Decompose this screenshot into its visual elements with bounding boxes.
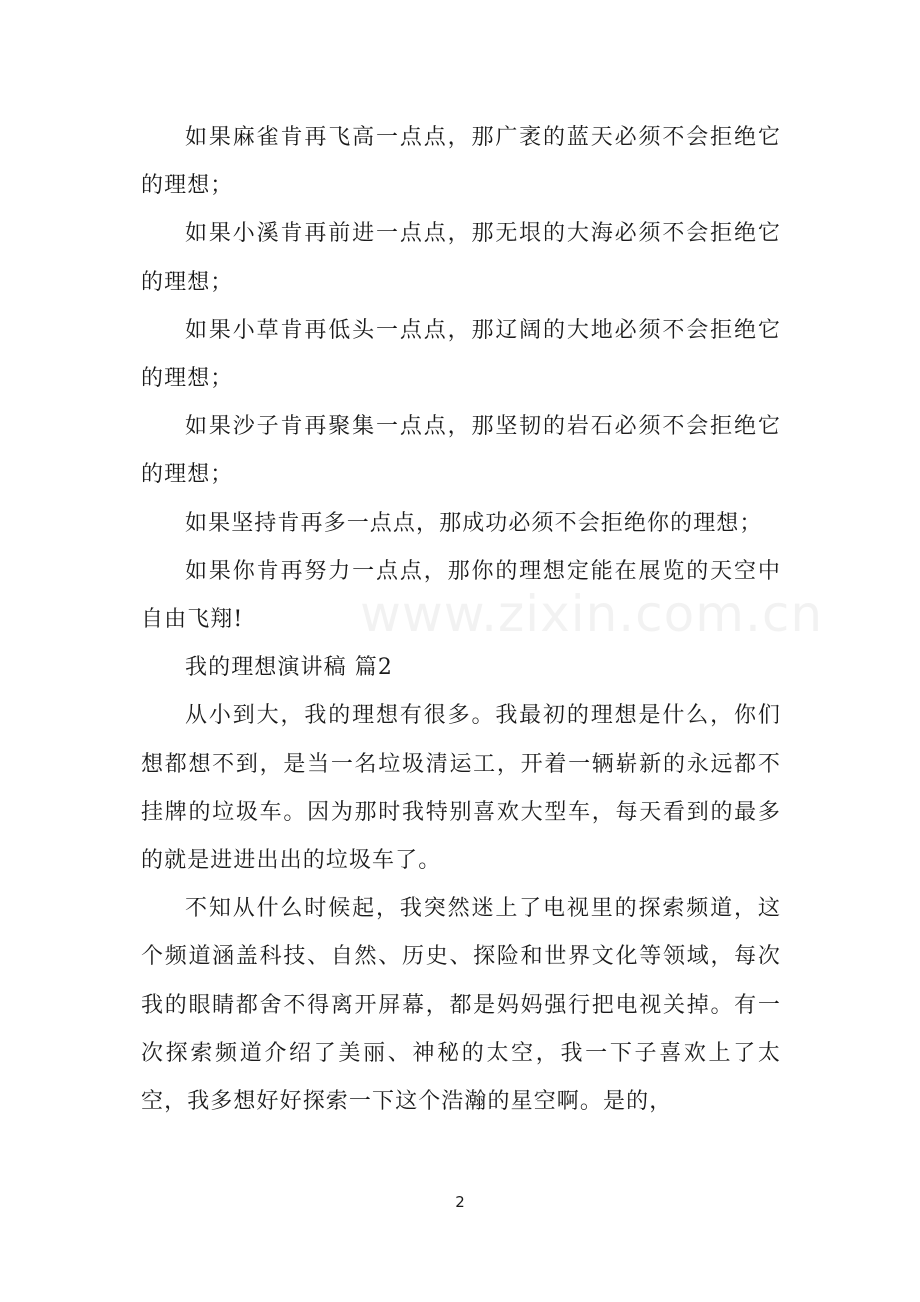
paragraph-grass: 如果小草肯再低头一点点，那辽阔的大地必须不会拒绝它的理想； (141, 317, 781, 392)
paragraph-childhood-dream: 从小到大，我的理想有很多。我最初的理想是什么，你们想都想不到，是当一名垃圾清运工，开着一辆崭新的永远都不挂牌的垃圾车。因为那时我特别喜欢大型车，每天看到的最多的就是进进出出的垃圾车了。 (141, 703, 781, 874)
watermark: www.zixin.com.cn (360, 585, 824, 643)
paragraph-sparrow: 如果麻雀肯再飞高一点点，那广袤的蓝天必须不会拒绝它的理想； (141, 125, 781, 199)
paragraph-effort: 如果你肯再努力一点点，那你的理想定能在展览的天空中自由飞翔! (141, 558, 781, 633)
page-number: 2 (455, 1193, 465, 1211)
paragraph-sand: 如果沙子肯再聚集一点点，那坚韧的岩石必须不会拒绝它的理想； (141, 414, 781, 488)
paragraph-persistence: 如果坚持肯再多一点点，那成功必须不会拒绝你的理想； (185, 510, 763, 536)
paragraph-stream: 如果小溪肯再前进一点点，那无垠的大海必须不会拒绝它的理想； (141, 221, 781, 295)
section-heading: 我的理想演讲稿 篇2 (185, 655, 393, 681)
paragraph-discovery-channel: 不知从什么时候起，我突然迷上了电视里的探索频道，这个频道涵盖科技、自然、历史、探险和世界文化等领域，每次我的眼睛都舍不得离开屏幕，都是妈妈强行把电视关掉。有一次探索频道介绍了美丽、神秘的太空，我一下子喜欢上了太空，我多想好好探索一下这个浩瀚的星空啊。是的， (141, 896, 781, 1115)
document-body (141, 114, 781, 1126)
